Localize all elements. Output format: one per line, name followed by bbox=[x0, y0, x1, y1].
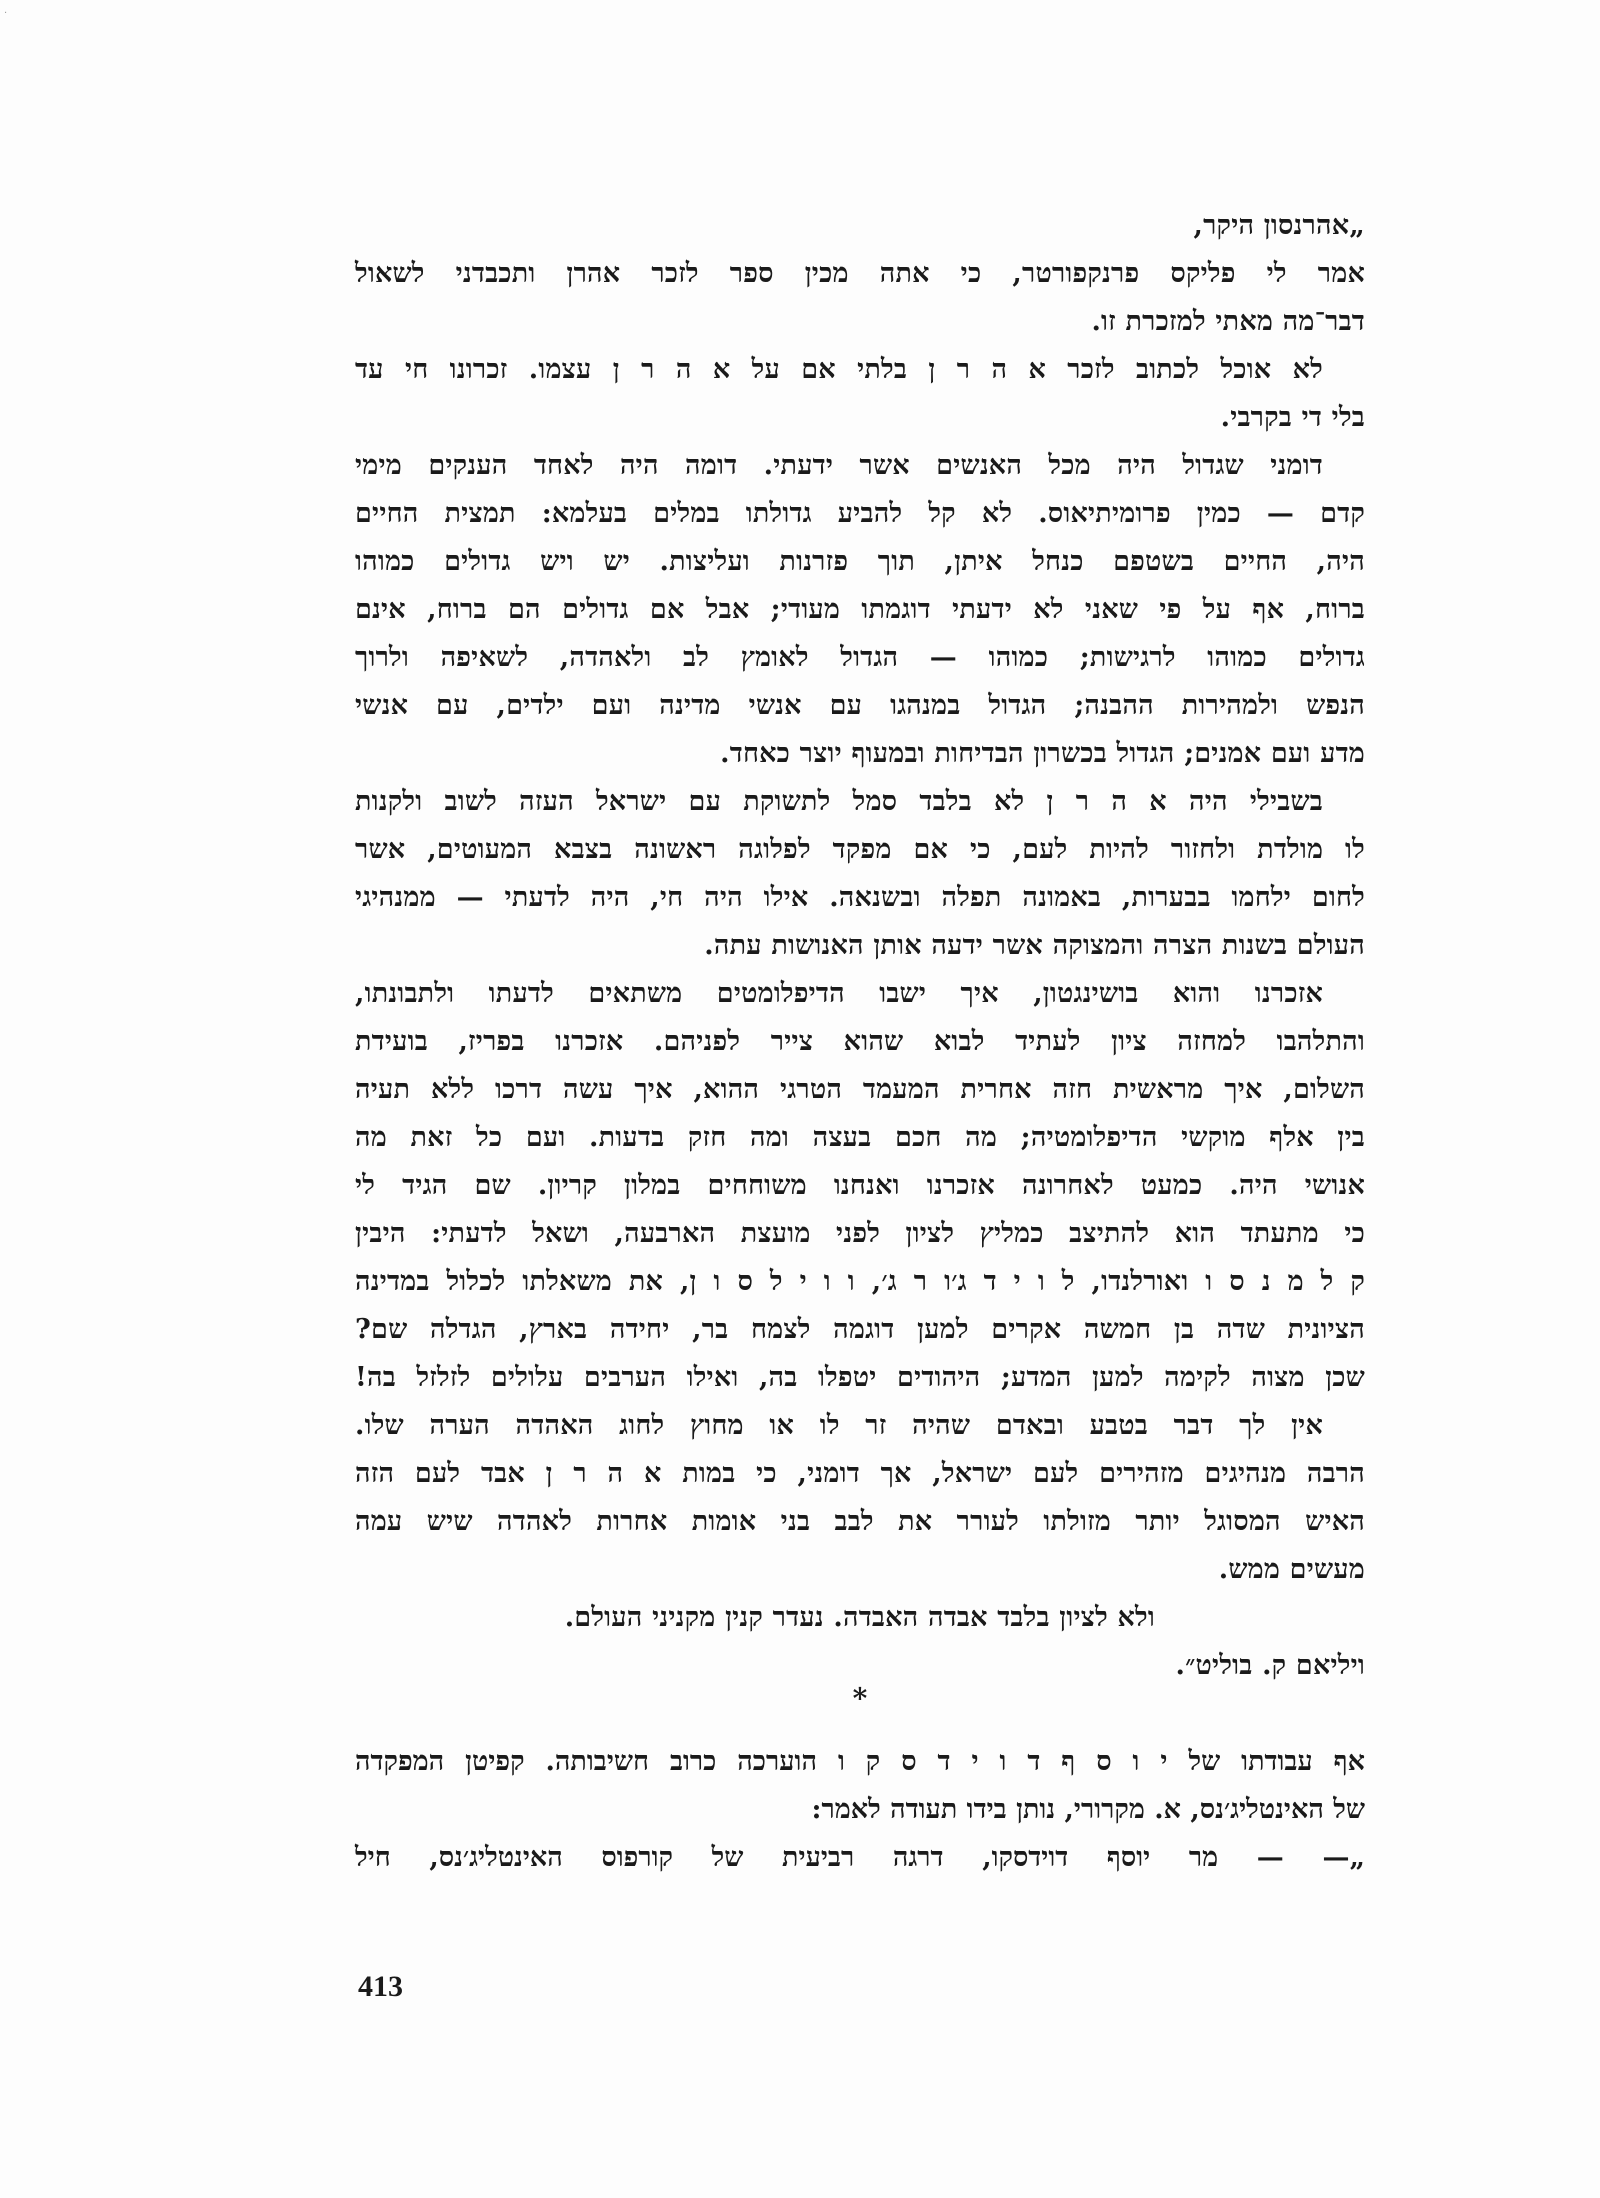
text-line: האיש המסוגל יותר מזולתו לעורר את לבב בני אומות אחרות לאהדה שיש עמה bbox=[355, 1506, 1365, 1537]
text-line: של האינטליג׳נס, א. מקרורי, נותן בידו תעודה לאמר: bbox=[811, 1794, 1365, 1825]
text-line: דבר־מה מאתי למזכרת זו. bbox=[1091, 306, 1365, 337]
text-line: העולם בשנות הצרה והמצוקה אשר ידעה אותן האנושות עתה. bbox=[704, 930, 1365, 961]
text-line: הרבה מנהיגים מזהירים לעם ישראל, אך דומני, כי במות א ה ר ן אבד לעם הזה bbox=[355, 1458, 1365, 1489]
letter-body bbox=[355, 202, 1365, 1690]
text-line: אזכרנו והוא בושינגטון, איך ישבו הדיפלומטים משתאים לדעתו ולתבונתו, bbox=[355, 978, 1323, 1009]
letter-salutation: „אהרנסון היקר, bbox=[1193, 210, 1365, 241]
text-line: לחום ילחמו בבערות, באמונה תפלה ובשנאה. אילו היה חי, היה לדעתי — ממנהיגי bbox=[355, 882, 1365, 913]
text-line: גדולים כמוהו לרגישות; כמוהו — הגדול לאומץ לב ולאהדה, לשאיפה ולרוך bbox=[355, 642, 1365, 673]
text-line: ק ל מ נ ס ו ואורלנדו, ל ו י ד ג׳ו ר ג׳, ו ו י ל ס ו ן, את משאלתו לכלול במדינה bbox=[355, 1266, 1365, 1297]
letter-signature: ויליאם ק. בוליט״. bbox=[1175, 1650, 1365, 1681]
text-line: אמר לי פליקס פרנקפורטר, כי אתה מכין ספר לזכר אהרן ותכבדני לשאול bbox=[355, 258, 1365, 289]
text-line: מעשים ממש. bbox=[1218, 1554, 1365, 1585]
text-line: אף עבודתו של י ו ס ף ד ו י ד ס ק ו הוערכה כרוב חשיבותה. קפיטן המפקדה bbox=[355, 1746, 1365, 1777]
text-line: אנושי היה. כמעט לאחרונה אזכרנו ואנחנו משוחחים במלון קריון. שם הגיד לי bbox=[355, 1170, 1365, 1201]
continuation-body bbox=[355, 1738, 1365, 1882]
text-line: והתלהבו למחזה ציון לעתיד לבוא שהוא צייר לפניהם. אזכרנו בפריז, בועידת bbox=[355, 1026, 1365, 1057]
text-line: קדם — כמין פרומיתיאוס. לא קל להביע גדולתו במלים בעלמא: תמצית החיים bbox=[355, 498, 1365, 529]
text-line: מדע ועם אמנים; הגדול בכשרון הבדיחות ובמעוף יוצר כאחד. bbox=[720, 738, 1365, 769]
text-line: כי מתעתד הוא להתיצב כמליץ לציון לפני מועצת הארבעה, ושאל לדעתי: היבין bbox=[355, 1218, 1365, 1249]
text-line: בשבילי היה א ה ר ן לא בלבד סמל לתשוקת עם ישראל העזה לשוב ולקנות bbox=[355, 786, 1323, 817]
text-line: לו מולדת ולחזור להיות לעם, כי אם מפקד לפלוגה ראשונה בצבא המעוטים, אשר bbox=[355, 834, 1365, 865]
text-line: ולא לציון בלבד אבדה האבדה. נעדר קנין מקניני העולם. bbox=[564, 1602, 1155, 1633]
text-line: לא אוכל לכתוב לזכר א ה ר ן בלתי אם על א ה ר ן עצמו. זכרונו חי עד bbox=[355, 354, 1323, 385]
text-line: דומני שגדול היה מכל האנשים אשר ידעתי. דומה היה לאחד הענקים מימי bbox=[355, 450, 1323, 481]
text-line: בלי די בקרבי. bbox=[1220, 402, 1365, 433]
scan-mark: · bbox=[4, 8, 8, 19]
text-line: אין לך דבר בטבע ובאדם שהיה זר לו או מחוץ לחוג האהדה הערה שלו. bbox=[355, 1410, 1323, 1441]
text-line: „— — מר יוסף דוידסקו, דרגה רביעית של קורפוס האינטליג׳נס, חיל bbox=[355, 1842, 1365, 1873]
page-number: 413 bbox=[358, 1970, 403, 2003]
text-line: הציונית שדה בן חמשה אקרים למען דוגמה לצמח בר, יחידה בארץ, הגדלה שם? bbox=[355, 1314, 1365, 1345]
section-separator: * bbox=[852, 1682, 868, 1715]
text-line: הנפש ולמהירות ההבנה; הגדול במנהגו עם אנשי מדינה ועם ילדים, עם אנשי bbox=[355, 690, 1365, 721]
text-line: ברוח, אף על פי שאני לא ידעתי דוגמתו מעודי; אבל אם גדולים הם ברוח, אינם bbox=[355, 594, 1365, 625]
text-line: היה, החיים בשטפם כנחל איתן, תוך פזרנות ועליצות. יש ויש גדולים כמוהו bbox=[355, 546, 1365, 577]
text-line: בין אלף מוקשי הדיפלומטיה; מה חכם בעצה ומה חזק בדעות. ועם כל זאת מה bbox=[355, 1122, 1365, 1153]
text-line: שכן מצוה לקימה למען המדע; היהודים יטפלו בה, ואילו הערבים עלולים לזלזל בה! bbox=[355, 1362, 1365, 1393]
text-line: השלום, איך מראשית חזה אחרית המעמד הטרגי ההוא, איך עשה דרכו ללא תעיה bbox=[355, 1074, 1365, 1105]
